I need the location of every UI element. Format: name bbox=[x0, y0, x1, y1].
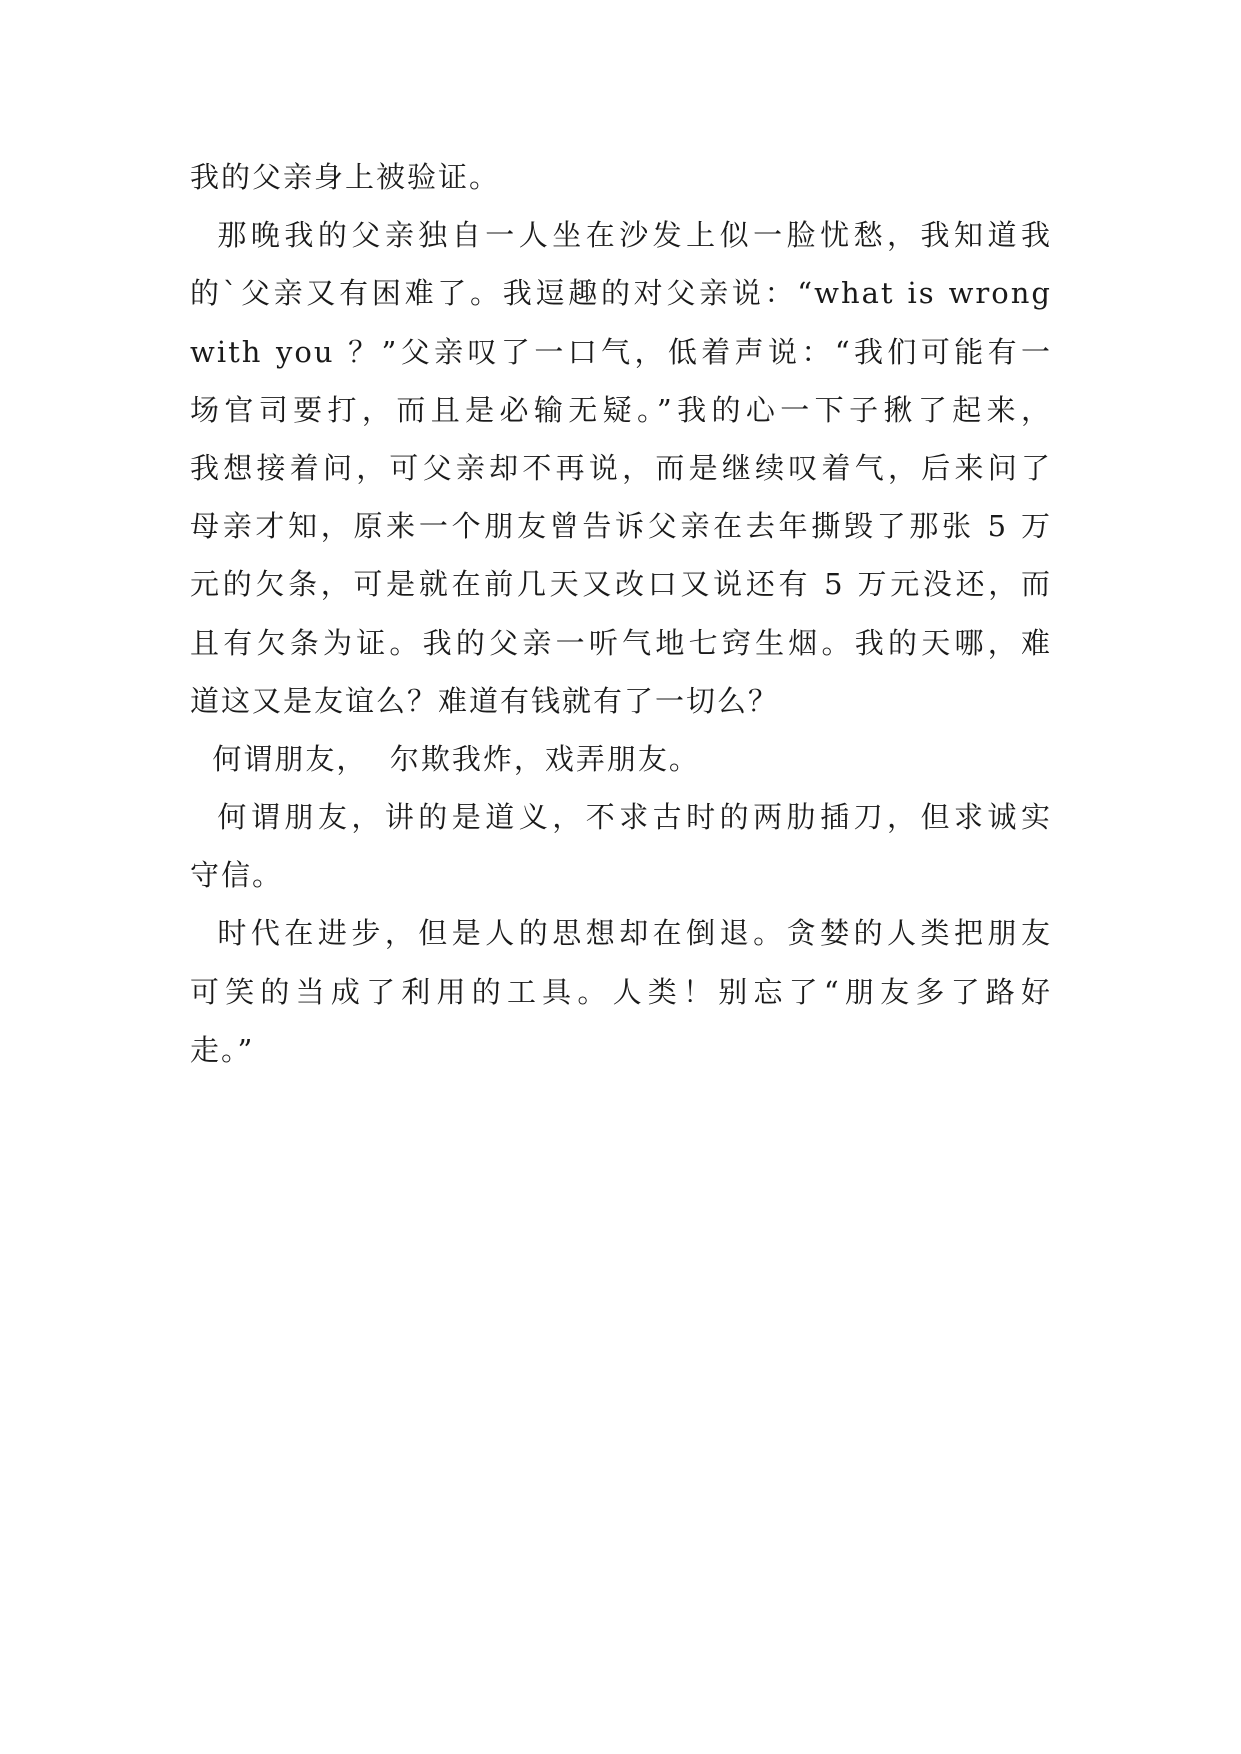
text-line: 的`父亲又有困难了。我逗趣的对父亲说：“what is wrong bbox=[190, 276, 1052, 311]
text-line: 元的欠条，可是就在前几天又改口又说还有 5 万元没还，而 bbox=[190, 567, 1052, 602]
text-line: 走。” bbox=[190, 1032, 255, 1067]
text-line: 道这又是友谊么？难道有钱就有了一切么？ bbox=[190, 683, 780, 718]
text-line: 我的父亲身上被验证。 bbox=[190, 160, 501, 194]
text-line: 何谓朋友，讲的是道义，不求古时的两肋插刀，但求诚实 bbox=[190, 800, 1052, 835]
text-line: 我想接着问，可父亲却不再说，而是继续叹着气，后来问了 bbox=[190, 450, 1052, 485]
text-line: 且有欠条为证。我的父亲一听气地七窍生烟。我的天哪，难 bbox=[190, 625, 1052, 660]
text-line: 母亲才知，原来一个朋友曾告诉父亲在去年撕毁了那张 5 万 bbox=[190, 509, 1052, 544]
text-line: 那晚我的父亲独自一人坐在沙发上似一脸忧愁，我知道我 bbox=[190, 218, 1052, 253]
text-line: 可笑的当成了利用的工具。人类！别忘了“朋友多了路好 bbox=[190, 974, 1052, 1009]
text-line: 时代在进步，但是人的思想却在倒退。贪婪的人类把朋友 bbox=[190, 916, 1052, 951]
text-line: 守信。 bbox=[190, 858, 284, 893]
text-line: 场官司要打，而且是必输无疑。”我的心一下子揪了起来， bbox=[190, 392, 1052, 427]
text-line: 何谓朋友， 尔欺我炸，戏弄朋友。 bbox=[190, 741, 700, 776]
text-line: with you ？”父亲叹了一口气，低着声说：“我们可能有一 bbox=[190, 334, 1052, 369]
body-text bbox=[190, 158, 1052, 1089]
